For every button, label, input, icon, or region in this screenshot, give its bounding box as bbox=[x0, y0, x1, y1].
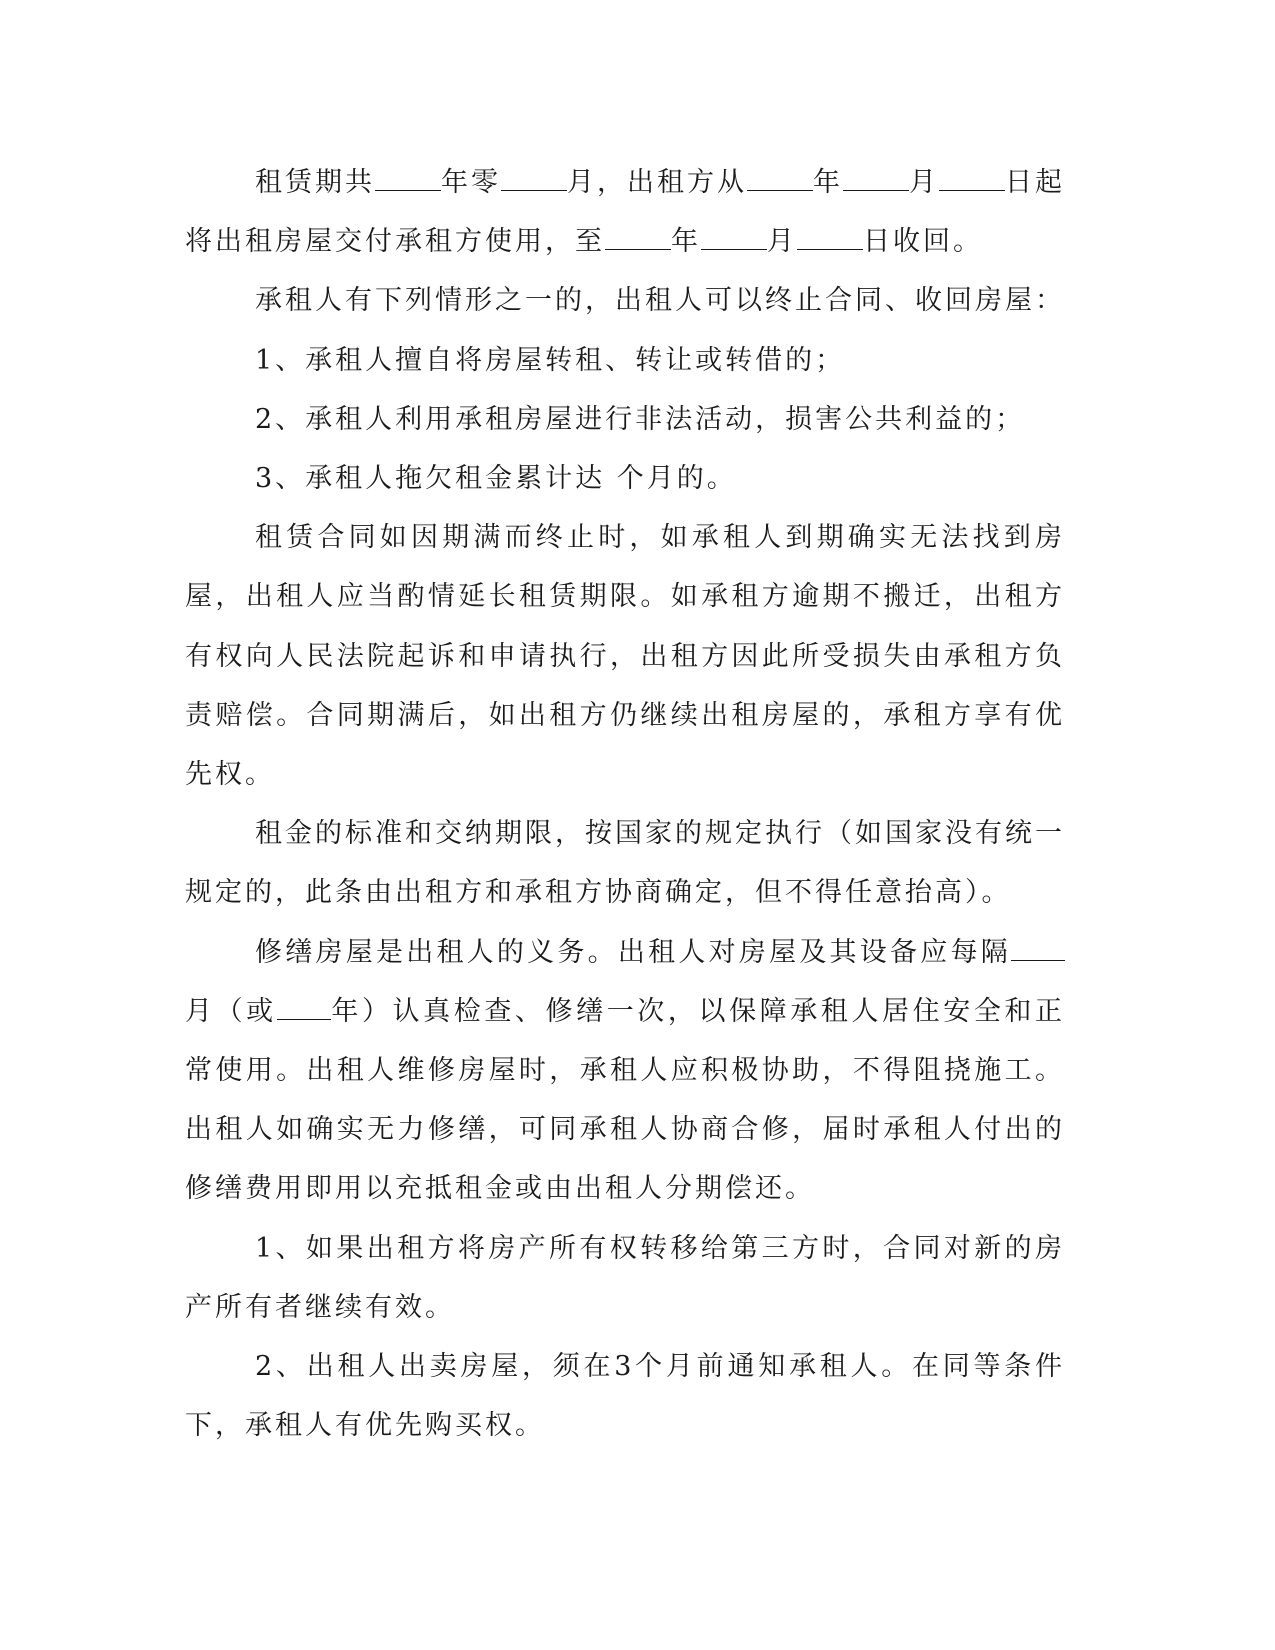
blank-start-month bbox=[843, 160, 909, 191]
expiry-paragraph: 租赁合同如因期满而终止时，如承租人到期确实无法找到房屋，出租人应当酌情延长租赁期限。如承租方逾期不搬迁，出租方有权向人民法院起诉和申请执行，出租方因此所受损失由承租方负责赔偿。合同期满后，如出租方仍继续出租房屋的，承租方享有优先权。 bbox=[185, 522, 1065, 791]
ownership-transfer-item: 1、如果出租方将房产所有权转移给第三方时，合同对新的房产所有者继续有效。 bbox=[185, 1232, 1065, 1323]
blank-end-day bbox=[797, 219, 863, 250]
blank-repair-years bbox=[277, 989, 331, 1020]
text-segment: 年 bbox=[813, 167, 843, 198]
termination-item-3: 3、承租人拖欠租金累计达 个月的。 bbox=[255, 463, 737, 495]
text-segment: 月 bbox=[909, 167, 939, 198]
text-segment: 年）认真检查、修缮一次，以保障承租人居住安全和正常使用。出租人维修房屋时，承租人应积极协助，不得阻挠施工。出租人如确实无力修缮，可同承租人协商合修，届时承租人付出的修缮费用即用以充抵租金或由出租人分期偿还。 bbox=[185, 995, 1066, 1205]
text-segment: 月，出租方从 bbox=[567, 167, 747, 198]
blank-start-year bbox=[747, 160, 813, 191]
lease-term-paragraph bbox=[185, 153, 1065, 271]
text-segment: 租赁期共 bbox=[255, 167, 375, 198]
text-segment: 日起将出租房屋交付承租方使用，至 bbox=[185, 167, 1065, 258]
termination-intro-paragraph: 承租人有下列情形之一的，出租人可以终止合同、收回房屋： bbox=[255, 285, 1065, 317]
blank-repair-months bbox=[1011, 930, 1065, 961]
blank-years bbox=[375, 160, 441, 191]
text-segment: 年 bbox=[671, 226, 701, 258]
text-segment: 年零 bbox=[441, 167, 501, 198]
termination-item-2: 2、承租人利用承租房屋进行非法活动，损害公共利益的； bbox=[255, 403, 1026, 435]
document-body bbox=[185, 153, 1065, 1455]
text-segment: 月 bbox=[767, 226, 797, 258]
text-segment: 修缮房屋是出租人的义务。出租人对房屋及其设备应每隔 bbox=[255, 936, 1011, 968]
blank-end-month bbox=[701, 219, 767, 250]
text-segment: 月（或 bbox=[185, 995, 277, 1027]
blank-end-year bbox=[605, 219, 671, 250]
blank-start-day bbox=[939, 160, 1005, 191]
text-segment: 日收回。 bbox=[863, 226, 983, 258]
termination-item-1: 1、承租人擅自将房屋转租、转让或转借的； bbox=[255, 344, 846, 376]
repair-paragraph bbox=[185, 923, 1065, 1219]
sale-notice-item: 2、出租人出卖房屋，须在3个月前通知承租人。在同等条件下，承租人有优先购买权。 bbox=[185, 1351, 1065, 1442]
rent-standard-paragraph: 租金的标准和交纳期限，按国家的规定执行（如国家没有统一规定的，此条由出租方和承租方协商确定，但不得任意抬高）。 bbox=[185, 818, 1065, 909]
blank-months bbox=[501, 160, 567, 191]
